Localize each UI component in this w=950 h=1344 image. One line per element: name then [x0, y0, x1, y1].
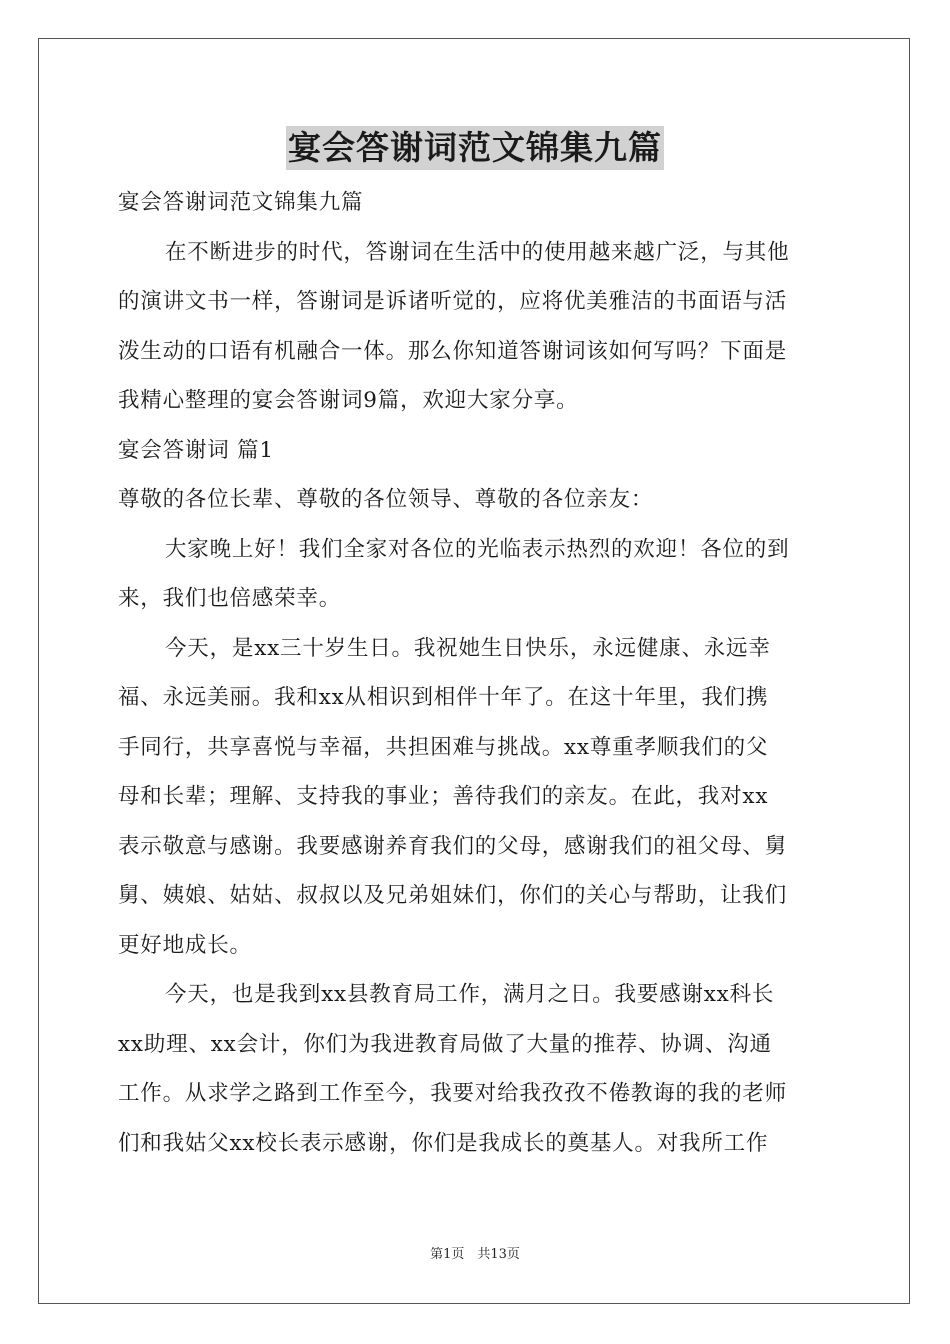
paragraph-line: 工作。从求学之路到工作至今，我要对给我孜孜不倦教诲的我的老师	[118, 1081, 788, 1106]
subtitle-line: 宴会答谢词范文锦集九篇	[118, 190, 364, 215]
paragraph-line: 的演讲文书一样，答谢词是诉诸听觉的，应将优美雅洁的书面语与活	[118, 289, 788, 314]
paragraph-line: 福、永远美丽。我和xx从相识到相伴十年了。在这十年里，我们携	[118, 685, 769, 710]
paragraph-line: 今天，是xx三十岁生日。我祝她生日快乐，永远健康、永远幸	[165, 635, 771, 661]
page-footer	[0, 1246, 950, 1264]
paragraph-line: 舅、姨娘、姑姑、叔叔以及兄弟姐妹们，你们的关心与帮助，让我们	[118, 883, 788, 908]
paragraph-line: xx助理、xx会计，你们为我进教育局做了大量的推荐、协调、沟通	[118, 1031, 772, 1057]
paragraph-line: 表示敬意与感谢。我要感谢养育我们的父母，感谢我们的祖父母、舅	[118, 833, 788, 859]
paragraph-line: 们和我姑父xx校长表示感谢，你们是我成长的奠基人。对我所工作	[118, 1130, 769, 1156]
paragraph-line: 手同行，共享喜悦与幸福，共担困难与挑战。xx尊重孝顺我们的父	[118, 734, 769, 760]
paragraph-line: 泼生动的口语有机融合一体。那么你知道答谢词该如何写吗？下面是	[118, 338, 788, 364]
document-title: 宴会答谢词范文锦集九篇	[286, 126, 664, 170]
paragraph-line: 来，我们也倍感荣幸。	[118, 586, 342, 611]
paragraph-line: 我精心整理的宴会答谢词9篇，欢迎大家分享。	[118, 388, 579, 413]
paragraph-line: 更好地成长。	[118, 932, 252, 958]
document-body	[118, 178, 834, 1168]
paragraph-line: 母和长辈；理解、支持我的事业；善待我们的亲友。在此，我对xx	[118, 784, 769, 809]
page-number: 第1页 共13页	[430, 1247, 520, 1262]
paragraph-line: 今天，也是我到xx县教育局工作，满月之日。我要感谢xx科长	[165, 982, 775, 1007]
salutation-line: 尊敬的各位长辈、尊敬的各位领导、尊敬的各位亲友：	[118, 487, 654, 512]
title-container	[0, 126, 950, 170]
section-heading: 宴会答谢词 篇1	[118, 437, 274, 463]
paragraph-line: 在不断进步的时代，答谢词在生活中的使用越来越广泛，与其他	[165, 239, 790, 265]
paragraph-line: 大家晚上好！我们全家对各位的光临表示热烈的欢迎！各位的到	[165, 536, 790, 562]
